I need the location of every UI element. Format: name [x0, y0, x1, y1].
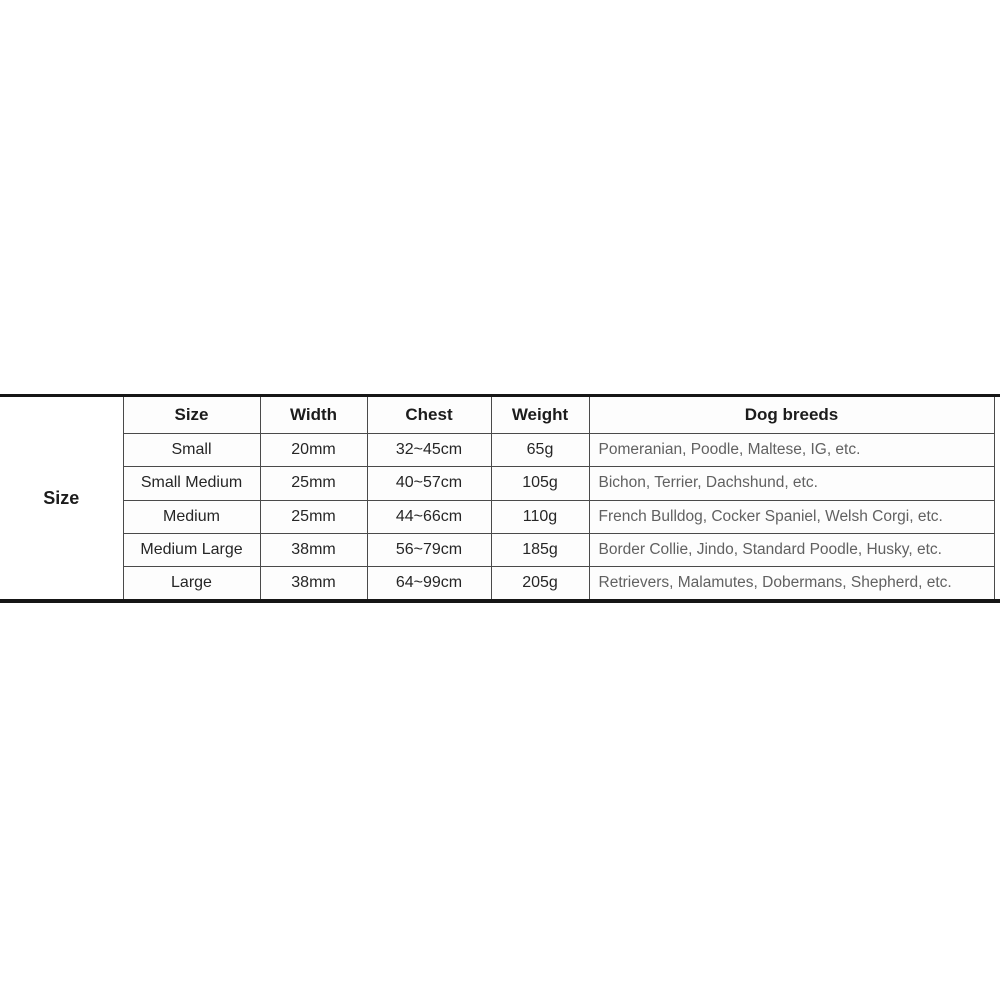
- size-chart-table: [0, 397, 995, 599]
- merged-size-label: Size: [0, 397, 123, 599]
- cell-width: 25mm: [260, 467, 367, 500]
- col-header-chest: Chest: [367, 397, 491, 434]
- cell-size: Medium Large: [123, 533, 260, 566]
- table-row-small: [0, 434, 994, 467]
- col-header-size: Size: [123, 397, 260, 434]
- cell-width: 38mm: [260, 567, 367, 599]
- table-row-medium: [0, 500, 994, 533]
- cell-breeds: Bichon, Terrier, Dachshund, etc.: [589, 467, 994, 500]
- cell-chest: 32~45cm: [367, 434, 491, 467]
- table-row-small-medium: [0, 467, 994, 500]
- cell-size: Small: [123, 434, 260, 467]
- table-row-large: [0, 567, 994, 599]
- cell-breeds: Border Collie, Jindo, Standard Poodle, Husky, etc.: [589, 533, 994, 566]
- cell-chest: 64~99cm: [367, 567, 491, 599]
- cell-chest: 44~66cm: [367, 500, 491, 533]
- cell-weight: 205g: [491, 567, 589, 599]
- col-header-weight: Weight: [491, 397, 589, 434]
- cell-breeds: Pomeranian, Poodle, Maltese, IG, etc.: [589, 434, 994, 467]
- cell-breeds: French Bulldog, Cocker Spaniel, Welsh Corgi, etc.: [589, 500, 994, 533]
- cell-size: Large: [123, 567, 260, 599]
- cell-width: 25mm: [260, 500, 367, 533]
- col-header-width: Width: [260, 397, 367, 434]
- cell-size: Medium: [123, 500, 260, 533]
- table-row-medium-large: [0, 533, 994, 566]
- col-header-dog-breeds: Dog breeds: [589, 397, 994, 434]
- cell-width: 38mm: [260, 533, 367, 566]
- cell-weight: 105g: [491, 467, 589, 500]
- cell-breeds: Retrievers, Malamutes, Dobermans, Shepherd, etc.: [589, 567, 994, 599]
- size-chart: [0, 394, 1000, 603]
- cell-width: 20mm: [260, 434, 367, 467]
- table-bottom-rule: [0, 599, 1000, 603]
- cell-chest: 40~57cm: [367, 467, 491, 500]
- cell-weight: 110g: [491, 500, 589, 533]
- cell-weight: 185g: [491, 533, 589, 566]
- cell-size: Small Medium: [123, 467, 260, 500]
- cell-chest: 56~79cm: [367, 533, 491, 566]
- header-row: [0, 397, 994, 434]
- cell-weight: 65g: [491, 434, 589, 467]
